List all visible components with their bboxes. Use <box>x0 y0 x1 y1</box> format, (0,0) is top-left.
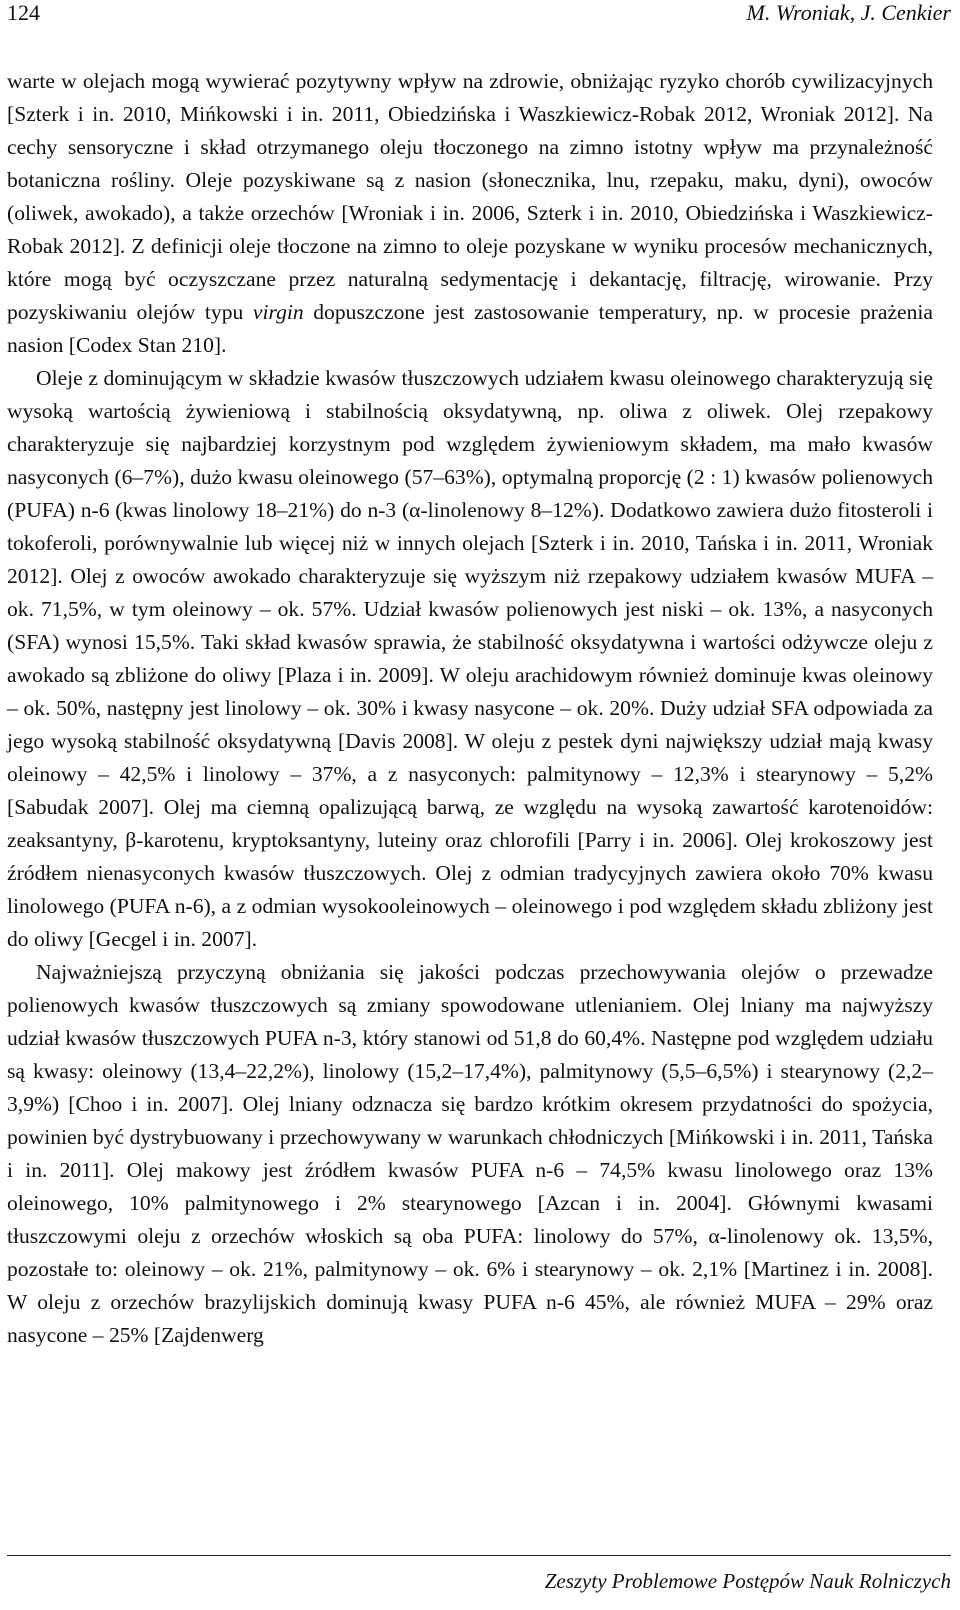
paragraph-3: Najważniejszą przyczyną obniżania się jakości podczas przechowywania olejów o przewadze polienowych kwasów tłuszczowych są zmiany spowodowane utlenianiem. Olej lniany ma najwyższy udział kwasów tłuszczowych PUFA n-3, który stanowi od 51,8 do 60,4%. Następne pod względem udziału są kwasy: oleinowy (13,4–22,2%), linolowy (15,2–17,4%), palmitynowy (5,5–6,5%) i stearynowy (2,2–3,9%) [Choo i in. 2007]. Olej lniany odznacza się bardzo krótkim okresem przydatności do spożycia, powinien być dystrybuowany i przechowywany w warunkach chłodniczych [Mińkowski i in. 2011, Tańska i in. 2011]. Olej makowy jest źródłem kwasów PUFA n-6 – 74,5% kwasu linolowego oraz 13% oleinowego, 10% palmitynowego i 2% stearynowego [Azcan i in. 2004]. Głównymi kwasami tłuszczowymi oleju z orzechów włoskich są oba PUFA: linolowy do 57%, α-linolenowy ok. 13,5%, pozostałe to: oleinowy – ok. 21%, palmitynowy – ok. 6% i stearynowy – ok. 2,1% [Martinez i in. 2008]. W oleju z orzechów brazylijskich dominują kwasy PUFA n-6 45%, ale również MUFA – 29% oraz nasycone – 25% [Zajdenwerg <box>7 960 933 1347</box>
paragraph-1 <box>7 65 933 362</box>
footer-divider <box>7 1555 951 1556</box>
journal-footer: Zeszyty Problemowe Postępów Nauk Rolniczych <box>544 1569 951 1593</box>
page-header <box>7 0 951 30</box>
italic-term-virgin: virgin <box>252 300 304 324</box>
running-head-authors: M. Wroniak, J. Cenkier <box>746 0 951 25</box>
body-text <box>7 65 933 1352</box>
page-number: 124 <box>7 0 40 25</box>
paragraph-1-end: dopuszczone jest zastosowanie temperatury, np. w procesie prażenia nasion [Codex Stan 210]. <box>7 300 933 357</box>
paragraph-1-text: warte w olejach mogą wywierać pozytywny wpływ na zdrowie, obniżając ryzyko chorób cywilizacyjnych [Szterk i in. 2010, Mińkowski i in. 2011, Obiedzińska i Waszkiewicz-Robak 2012, Wroniak 2012]. Na cechy sensoryczne i skład otrzymanego oleju tłoczonego na zimno istotny wpływ ma przynależność botaniczna rośliny. Oleje pozyskiwane są z nasion (słonecznika, lnu, rzepaku, maku, dyni), owoców (oliwek, awokado), a także orzechów [Wroniak i in. 2006, Szterk i in. 2010, Obiedzińska i Waszkiewicz-Robak 2012]. Z definicji oleje tłoczone na zimno to oleje pozyskane w wyniku procesów mechanicznych, które mogą być oczyszczane przez naturalną sedymentację i dekantację, filtrację, wirowanie. Przy pozyskiwaniu olejów typu <box>7 69 933 324</box>
paragraph-2: Oleje z dominującym w składzie kwasów tłuszczowych udziałem kwasu oleinowego charakteryzują się wysoką wartością żywieniową i stabilnością oksydatywną, np. oliwa z oliwek. Olej rzepakowy charakteryzuje się najbardziej korzystnym pod względem żywieniowym składem, ma mało kwasów nasyconych (6–7%), dużo kwasu oleinowego (57–63%), optymalną proporcję (2 : 1) kwasów polienowych (PUFA) n-6 (kwas linolowy 18–21%) do n-3 (α-linolenowy 8–12%). Dodatkowo zawiera dużo fitosteroli i tokoferoli, porównywalnie lub więcej niż w innych olejach [Szterk i in. 2010, Tańska i in. 2011, Wroniak 2012]. Olej z owoców awokado charakteryzuje się wyższym niż rzepakowy udziałem kwasów MUFA – ok. 71,5%, w tym oleinowy – ok. 57%. Udział kwasów polienowych jest niski – ok. 13%, a nasyconych (SFA) wynosi 15,5%. Taki skład kwasów sprawia, że stabilność oksydatywna i wartości odżywcze oleju z awokado są zbliżone do oliwy [Plaza i in. 2009]. W oleju arachidowym również dominuje kwas oleinowy – ok. 50%, następny jest linolowy – ok. 30% i kwasy nasycone – ok. 20%. Duży udział SFA odpowiada za jego wysoką stabilność oksydatywną [Davis 2008]. W oleju z pestek dyni największy udział mają kwasy oleinowy – 42,5% i linolowy – 37%, a z nasyconych: palmitynowy – 12,3% i stearynowy – 5,2% [Sabudak 2007]. Olej ma ciemną opalizującą barwą, ze względu na wysoką zawartość karotenoidów: zeaksantyny, β-karotenu, kryptoksantyny, luteiny oraz chlorofili [Parry i in. 2006]. Olej krokoszowy jest źródłem nienasyconych kwasów tłuszczowych. Olej z odmian tradycyjnych zawiera około 70% kwasu linolowego (PUFA n-6), a z odmian wysokooleinowych – oleinowego i pod względem składu zbliżony jest do oliwy [Gecgel i in. 2007]. <box>7 366 933 951</box>
